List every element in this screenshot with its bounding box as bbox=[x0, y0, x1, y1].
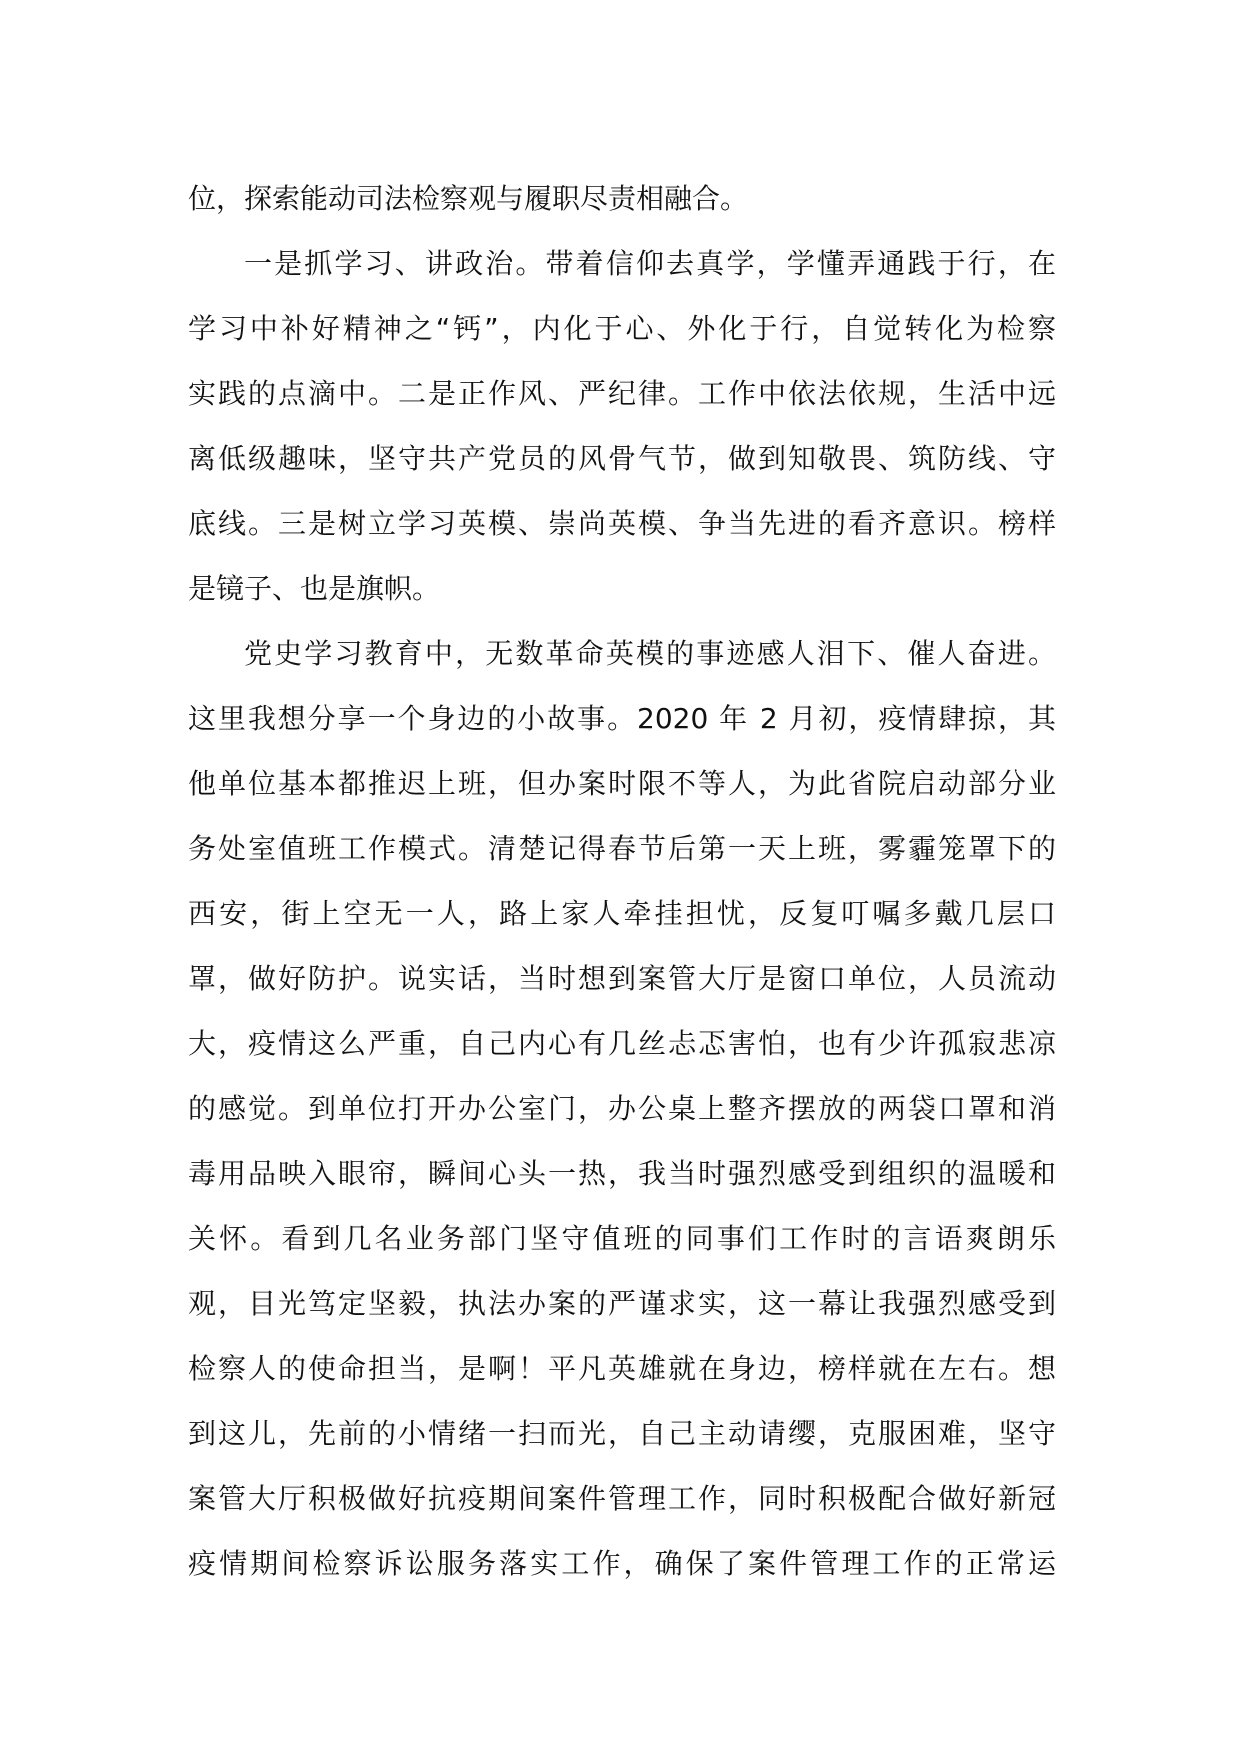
text-line: 离低级趣味，坚守共产党员的风骨气节，做到知敬畏、筑防线、守 bbox=[188, 442, 1056, 475]
text-line: 底线。三是树立学习英模、崇尚英模、争当先进的看齐意识。榜样 bbox=[188, 507, 1056, 540]
paragraph-first-line: 党史学习教育中，无数革命英模的事迹感人泪下、催人奋进。 bbox=[244, 637, 1056, 670]
text-line: 的感觉。到单位打开办公室门，办公桌上整齐摆放的两袋口罩和消 bbox=[188, 1092, 1056, 1125]
text-line: 到这儿，先前的小情绪一扫而光，自己主动请缨，克服困难，坚守 bbox=[188, 1417, 1056, 1450]
text-line: 罩，做好防护。说实话，当时想到案管大厅是窗口单位，人员流动 bbox=[188, 962, 1056, 995]
text-line: 这里我想分享一个身边的小故事。2020 年 2 月初，疫情肆掠，其 bbox=[188, 702, 1056, 735]
text-line: 检察人的使命担当，是啊！平凡英雄就在身边，榜样就在左右。想 bbox=[188, 1352, 1056, 1385]
text-line: 务处室值班工作模式。清楚记得春节后第一天上班，雾霾笼罩下的 bbox=[188, 832, 1056, 865]
text-line: 毒用品映入眼帘，瞬间心头一热，我当时强烈感受到组织的温暖和 bbox=[188, 1157, 1056, 1190]
text-line: 是镜子、也是旗帜。 bbox=[188, 572, 441, 605]
text-line: 观，目光笃定坚毅，执法办案的严谨求实，这一幕让我强烈感受到 bbox=[188, 1287, 1056, 1320]
text-line: 大，疫情这么严重，自己内心有几丝忐忑害怕，也有少许孤寂悲凉 bbox=[188, 1027, 1056, 1060]
text-line: 位，探索能动司法检察观与履职尽责相融合。 bbox=[188, 182, 749, 215]
body-text bbox=[188, 166, 1056, 1596]
text-line: 实践的点滴中。二是正作风、严纪律。工作中依法依规，生活中远 bbox=[188, 377, 1056, 410]
text-line: 关怀。看到几名业务部门坚守值班的同事们工作时的言语爽朗乐 bbox=[188, 1222, 1056, 1255]
text-line: 案管大厅积极做好抗疫期间案件管理工作，同时积极配合做好新冠 bbox=[188, 1482, 1056, 1515]
text-line: 他单位基本都推迟上班，但办案时限不等人，为此省院启动部分业 bbox=[188, 767, 1056, 800]
text-line: 西安，街上空无一人，路上家人牵挂担忧，反复叮嘱多戴几层口 bbox=[188, 897, 1056, 930]
text-line: 疫情期间检察诉讼服务落实工作，确保了案件管理工作的正常运 bbox=[188, 1547, 1056, 1580]
paragraph-first-line: 一是抓学习、讲政治。带着信仰去真学，学懂弄通践于行，在 bbox=[244, 247, 1056, 280]
text-line: 学习中补好精神之“钙”，内化于心、外化于行，自觉转化为检察 bbox=[188, 312, 1056, 345]
